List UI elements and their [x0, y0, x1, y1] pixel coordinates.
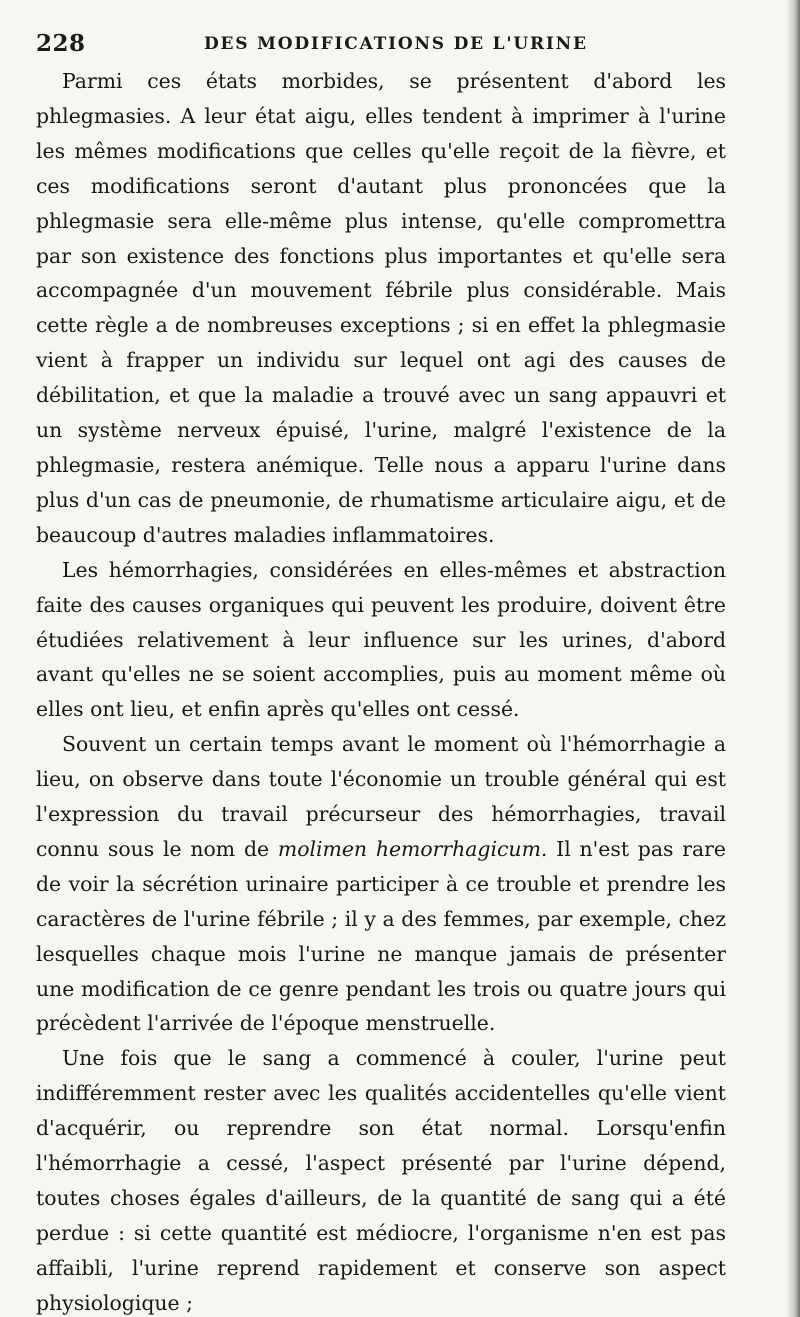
page-edge-shadow — [786, 0, 800, 1317]
body-text — [36, 64, 726, 1317]
running-head — [36, 30, 736, 64]
page-number: 228 — [36, 30, 86, 57]
paragraph-phlegmasies — [36, 64, 726, 553]
paragraph-text-continued: Il n'est pas rare de voir la sécrétion urinaire participer à ce trouble et prendre les caractères de l'urine fébrile ; il y a des femmes, par exemple, chez lesquelles chaque mois l'urine ne manque jamais de présenter une modification de ce genre pendant les trois ou quatre jours qui précèdent l'arrivée de l'époque menstruelle. — [36, 836, 726, 1036]
paragraph-text: Les hémorrhagies, considérées en elles-mêmes et abstraction faite des causes organiques qui peuvent les produire, doivent être étudiées relativement à leur influence sur les urines, d'abord avant qu'elles ne se soient accomplies, puis au moment même où elles ont lieu, et enfin après qu'elles ont cessé. — [36, 557, 726, 722]
paragraph-sang — [36, 1041, 726, 1317]
paragraph-text: Une fois que le sang a commencé à couler, l'urine peut indifféremment rester avec les qualités accidentelles qu'elle vient d'acquérir, ou reprendre son état normal. Lorsqu'enfin l'hémorrhagie a cessé, l'aspect présenté par l'urine dépend, toutes choses égales d'ailleurs, de la quantité de sang qui a été perdue : si cette quantité est médiocre, l'organisme n'en est pas affaibli, l'urine reprend rapidement et conserve son aspect physiologique ; — [36, 1046, 726, 1315]
paragraph-text: Souvent un certain temps avant le moment où l'hémorrhagie a lieu, on observe dans toute l'économie un trouble général qui est l'expression du travail précurseur des hémorrhagies, travail connu sous le nom de — [36, 732, 726, 861]
latin-term: molimen hemorrhagicum. — [277, 836, 548, 861]
paragraph-text: Parmi ces états morbides, se présentent d'abord les phlegmasies. A leur état aigu, elles tendent à imprimer à l'urine les mêmes modifications que celles qu'elle reçoit de la fièvre, et ces modifications seront d'autant plus prononcées que la phlegmasie sera elle-même plus intense, qu'elle compromettra par son existence des fonctions plus importantes et qu'elle sera accompagnée d'un mouvement fébrile plus considérable. Mais cette règle a de nombreuses exceptions ; si en effet la phlegmasie vient à frapper un individu sur lequel ont agi des causes de débilitation, et que la maladie a trouvé avec un sang appauvri et un système nerveux épuisé, l'urine, malgré l'existence de la phlegmasie, restera anémique. Telle nous a apparu l'urine dans plus d'un cas de pneumonie, de rhumatisme articulaire aigu, et de beaucoup d'autres maladies inflammatoires. — [36, 69, 726, 547]
paragraph-molimen — [36, 727, 726, 1041]
paragraph-hemorrhagies — [36, 553, 726, 728]
page-header: DES MODIFICATIONS DE L'URINE — [204, 34, 588, 54]
